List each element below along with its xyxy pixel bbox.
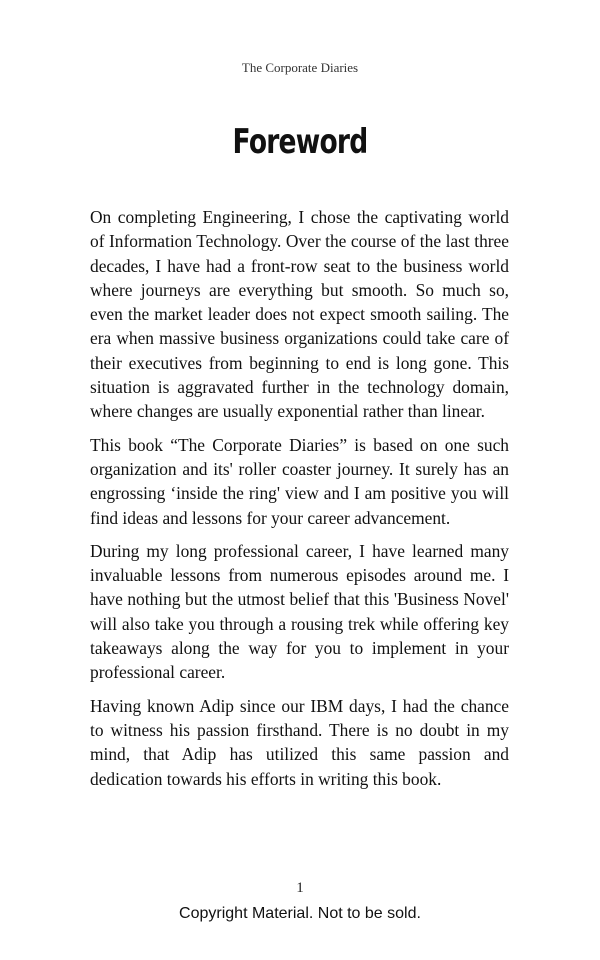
paragraph: Having known Adip since our IBM days, I had the chance to witness his passion firsthand. There is no doubt in my mind, that Adip has utilized this same passion and dedication towards his efforts in writing this book. bbox=[90, 695, 509, 789]
paragraph: On completing Engineering, I chose the captivating world of Information Technology. Over the course of the last three decades, I have had a front-row seat to the business world where journeys are everything but smooth. So much so, even the market leader does not expect smooth sailing. The era when massive business organizations could take care of their executives from beginning to end is long gone. This situation is aggravated further in the technology domain, where changes are usually exponential rather than linear. bbox=[90, 207, 509, 422]
chapter-title: Foreword bbox=[232, 122, 368, 162]
copyright-notice: Copyright Material. Not to be sold. bbox=[179, 905, 421, 922]
body-text bbox=[90, 205, 509, 800]
paragraph: This book “The Corporate Diaries” is based on one such organization and its' roller coaster journey. It surely has an engrossing ‘inside the ring' view and I am positive you will find ideas and lessons for your career advancement. bbox=[90, 434, 509, 528]
page-number: 1 bbox=[296, 880, 304, 896]
running-header: The Corporate Diaries bbox=[241, 60, 359, 75]
paragraph: During my long professional career, I have learned many invaluable lessons from numerous episodes around me. I have nothing but the utmost belief that this 'Business Novel' will also take you through a rousing trek while offering key takeaways along the way for you to implement in your professional career. bbox=[90, 540, 509, 683]
